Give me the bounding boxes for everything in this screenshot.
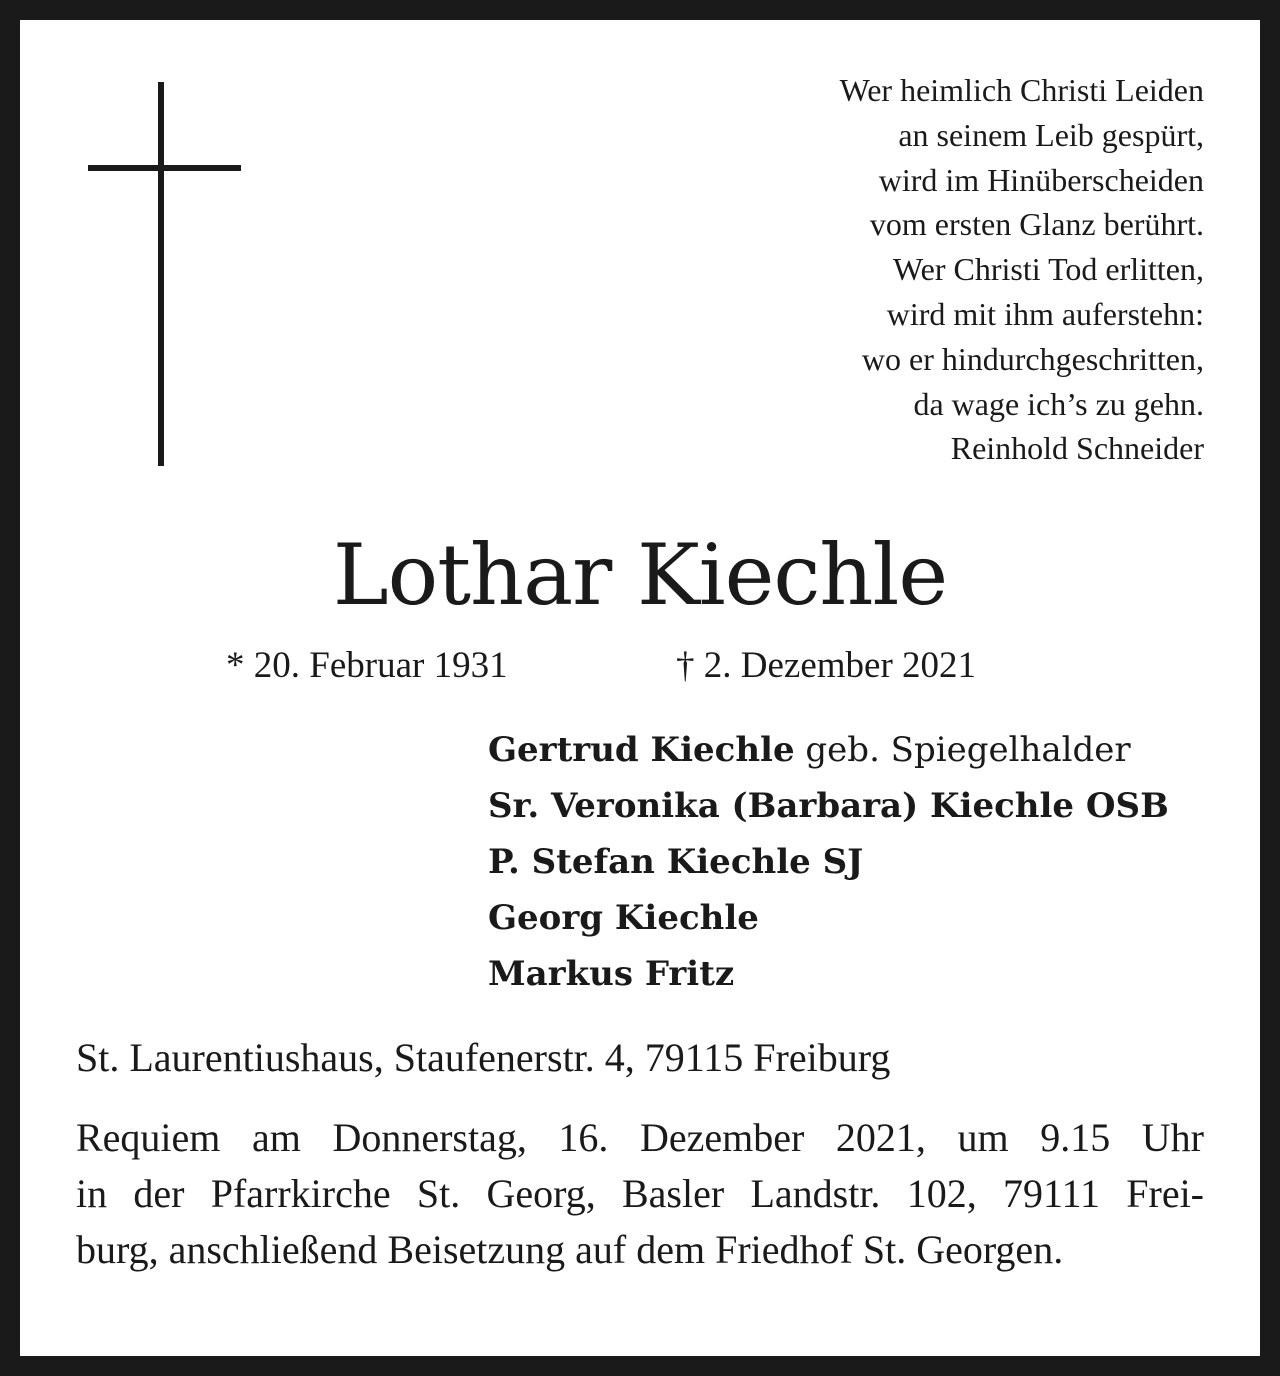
mourner-entry <box>488 834 1169 890</box>
mourner-name: Sr. Veronika (Barbara) Kiechle OSB <box>488 786 1169 826</box>
condolence-address: St. Laurentiushaus, Staufenerstr. 4, 79115 Freiburg <box>76 1035 891 1080</box>
poem-line: vom ersten Glanz berührt. <box>869 206 1204 243</box>
requiem-line: burg, anschließend Beisetzung auf dem Friedhof St. Georgen. <box>76 1227 1064 1272</box>
poem-line: Wer heimlich Christi Leiden <box>839 72 1204 108</box>
cross-horizontal-bar <box>88 165 241 171</box>
birth-date: * 20. Februar 1931 <box>226 645 508 686</box>
poem-line: wird im Hinüberscheiden <box>878 161 1204 198</box>
poem-line: wird mit ihm auferstehn: <box>886 295 1204 332</box>
mourner-entry <box>488 946 1169 1002</box>
requiem-line: in der Pfarrkirche St. Georg, Basler Landstr. 102, 79111 Frei- <box>76 1171 1204 1216</box>
mourner-name: Markus Fritz <box>488 954 735 994</box>
mourner-name: Georg Kiechle <box>488 898 759 938</box>
poem-author: Reinhold Schneider <box>950 430 1204 467</box>
mourner-name: Gertrud Kiechle <box>488 730 795 770</box>
requiem-line: Requiem am Donnerstag, 16. Dezember 2021, um 9.15 Uhr <box>76 1115 1204 1160</box>
poem-line: da wage ich’s zu gehn. <box>913 385 1204 422</box>
poem-line: wo er hindurchgeschritten, <box>861 340 1204 377</box>
mourner-entry <box>488 722 1169 778</box>
obituary-card <box>20 20 1260 1356</box>
deceased-name: Lothar Kiechle <box>332 526 948 624</box>
poem-line: Wer Christi Tod erlitten, <box>893 251 1204 288</box>
cross-vertical-bar <box>158 82 164 466</box>
mourner-name: P. Stefan Kiechle SJ <box>488 842 864 882</box>
poem-verse <box>840 68 1204 471</box>
death-date: † 2. Dezember 2021 <box>676 645 977 686</box>
mourner-entry <box>488 890 1169 946</box>
poem-line: an seinem Leib gespürt, <box>898 116 1204 153</box>
mourners-list <box>488 722 1169 1002</box>
mourner-entry <box>488 778 1169 834</box>
mourner-maiden-name: geb. Spiegelhalder <box>794 730 1131 770</box>
requiem-notice <box>76 1110 1204 1278</box>
